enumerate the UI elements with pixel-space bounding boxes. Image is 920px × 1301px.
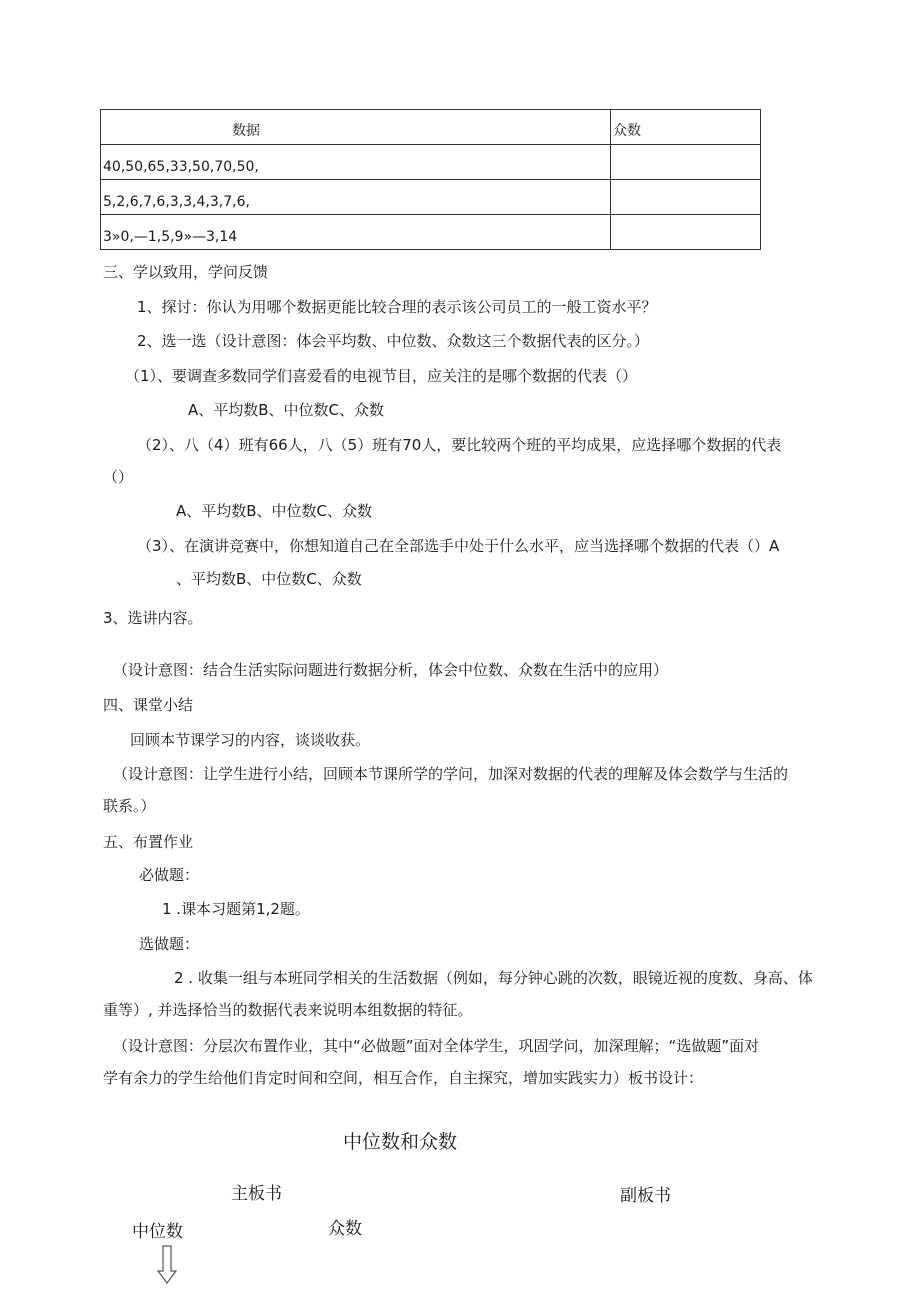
question-2-2-options: A、平均数B、中位数C、众数 bbox=[176, 502, 373, 520]
question-2: 2、选一选（设计意图：体会平均数、中位数、众数这三个数据代表的区分。） bbox=[137, 332, 650, 350]
question-2-2-cont: （） bbox=[103, 468, 134, 486]
optional-item: 2 . 收集一组与本班同学相关的生活数据（例如，每分钟心跳的次数，眼镜近视的度数、身高、体 bbox=[174, 969, 813, 987]
question-2-1: （1）、要调查多数同学们喜爱看的电视节目，应关注的是哪个数据的代表（） bbox=[125, 367, 638, 385]
required-item: 1 .课本习题第1,2题。 bbox=[162, 900, 310, 918]
section-5-heading: 五、布置作业 bbox=[103, 833, 194, 851]
down-arrow-icon bbox=[156, 1245, 178, 1285]
table-header-row bbox=[101, 110, 761, 145]
table-row bbox=[101, 145, 761, 180]
table-cell: 40,50,65,33,50,70,50, bbox=[101, 145, 611, 180]
board-title: 中位数和众数 bbox=[343, 1131, 458, 1153]
table-header-cell: 数据 bbox=[101, 110, 611, 145]
design-intent-4: （设计意图：让学生进行小结，回顾本节课所学的学问，加深对数据的代表的理解及体会数学与生活的 bbox=[113, 765, 789, 783]
table-row bbox=[101, 215, 761, 250]
design-intent-5: （设计意图：分层次布置作业，其中“必做题”面对全体学生，巩固学问，加深理解；“选做题”面对 bbox=[113, 1037, 760, 1055]
data-mode-table bbox=[100, 109, 761, 250]
optional-label: 选做题： bbox=[139, 935, 200, 953]
required-label: 必做题： bbox=[139, 866, 200, 884]
table-cell bbox=[611, 145, 761, 180]
question-2-3-options: 、平均数B、中位数C、众数 bbox=[176, 570, 362, 588]
table-cell: 3»0,—1,5,9»—3,14 bbox=[101, 215, 611, 250]
question-2-1-options: A、平均数B、中位数C、众数 bbox=[188, 401, 385, 419]
table-cell bbox=[611, 215, 761, 250]
side-board-label: 副板书 bbox=[620, 1186, 671, 1206]
section-3-heading: 三、学以致用，学问反馈 bbox=[103, 263, 269, 281]
table-header-cell: 众数 bbox=[611, 110, 761, 145]
table-cell bbox=[611, 180, 761, 215]
question-3: 3、选讲内容。 bbox=[103, 609, 203, 627]
question-2-3: （3）、在演讲竞赛中，你想知道自己在全部选手中处于什么水平，应当选择哪个数据的代表（）A bbox=[137, 537, 780, 555]
question-2-2: （2）、八（4）班有66人，八（5）班有70人，要比较两个班的平均成果，应选择哪个数据的代表 bbox=[137, 436, 782, 454]
section-4-heading: 四、课堂小结 bbox=[103, 696, 194, 714]
optional-item-cont: 重等）, 并选择恰当的数据代表来说明本组数据的特征。 bbox=[103, 1001, 473, 1019]
question-1: 1、探讨：你认为用哪个数据更能比较合理的表示该公司员工的一般工资水平？ bbox=[137, 298, 657, 316]
table-cell: 5,2,6,7,6,3,3,4,3,7,6, bbox=[101, 180, 611, 215]
table-row bbox=[101, 180, 761, 215]
median-label: 中位数 bbox=[132, 1222, 183, 1242]
design-intent-5-cont: 学有余力的学生给他们肯定时间和空间，相互合作，自主探究，增加实践实力）板书设计： bbox=[103, 1069, 704, 1087]
summary-text: 回顾本节课学习的内容，谈谈收获。 bbox=[130, 731, 371, 749]
design-intent-4-cont: 联系。） bbox=[103, 797, 156, 815]
main-board-label: 主板书 bbox=[231, 1184, 282, 1204]
mode-label: 众数 bbox=[328, 1219, 362, 1239]
design-intent-3: （设计意图：结合生活实际问题进行数据分析，体会中位数、众数在生活中的应用） bbox=[113, 661, 669, 679]
